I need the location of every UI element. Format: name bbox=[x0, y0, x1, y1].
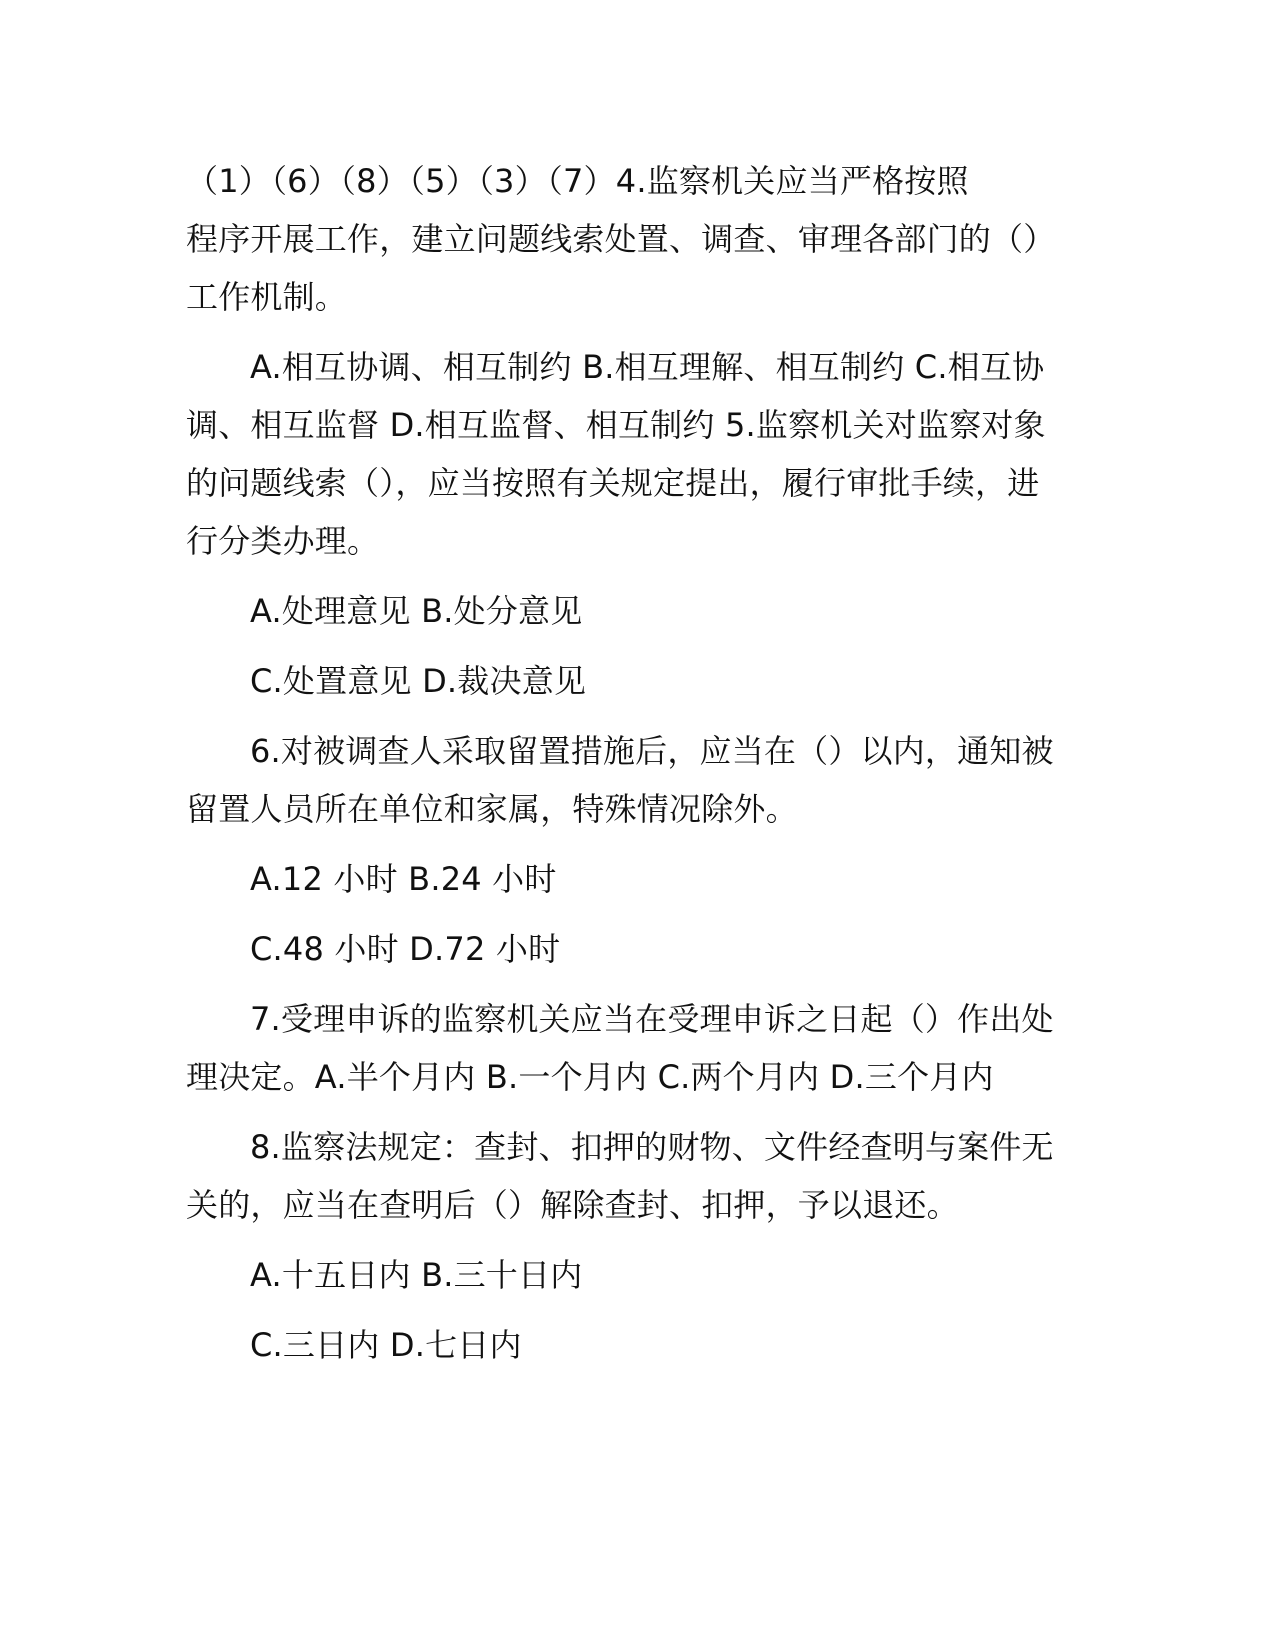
question-6-paragraph bbox=[186, 722, 1090, 838]
question-5-options-ab bbox=[186, 582, 1090, 640]
text-line: A.相互协调、相互制约 B.相互理解、相互制约 C.相互协 bbox=[250, 348, 1045, 386]
text-line: 关的，应当在查明后（）解除查封、扣押，予以退还。 bbox=[186, 1186, 959, 1224]
text-line: 留置人员所在单位和家属，特殊情况除外。 bbox=[186, 790, 798, 828]
question-8-options-ab bbox=[186, 1246, 1090, 1304]
question-8-paragraph bbox=[186, 1118, 1090, 1234]
text-line: 行分类办理。 bbox=[186, 522, 380, 560]
text-line: A.十五日内 B.三十日内 bbox=[250, 1256, 583, 1294]
text-line: C.三日内 D.七日内 bbox=[250, 1326, 522, 1364]
question-7-paragraph bbox=[186, 990, 1090, 1106]
question-6-options-ab bbox=[186, 850, 1090, 908]
question-4-paragraph bbox=[186, 152, 1090, 326]
text-line: A.12 小时 B.24 小时 bbox=[250, 860, 557, 898]
text-line: 8.监察法规定：查封、扣押的财物、文件经查明与案件无 bbox=[250, 1128, 1054, 1166]
text-line: 7.受理申诉的监察机关应当在受理申诉之日起（）作出处 bbox=[250, 1000, 1054, 1038]
text-line: C.处置意见 D.裁决意见 bbox=[250, 662, 587, 700]
text-line: 理决定。A.半个月内 B.一个月内 C.两个月内 D.三个月内 bbox=[186, 1058, 994, 1096]
text-line: 的问题线索（），应当按照有关规定提出，履行审批手续，进 bbox=[186, 464, 1040, 502]
text-line: 工作机制。 bbox=[186, 278, 348, 316]
text-line: 程序开展工作，建立问题线索处置、调查、审理各部门的（） bbox=[186, 220, 1056, 258]
question-6-options-cd bbox=[186, 920, 1090, 978]
question-5-options-cd bbox=[186, 652, 1090, 710]
text-line: A.处理意见 B.处分意见 bbox=[250, 592, 583, 630]
text-line: 6.对被调查人采取留置措施后，应当在（）以内，通知被 bbox=[250, 732, 1054, 770]
question-8-options-cd bbox=[186, 1316, 1090, 1374]
document-page bbox=[186, 152, 1090, 1386]
text-line: C.48 小时 D.72 小时 bbox=[250, 930, 561, 968]
text-line: （1）（6）（8）（5）（3）（7）4.监察机关应当严格按照 bbox=[186, 162, 969, 200]
question-4-options-and-question-5 bbox=[186, 338, 1090, 570]
text-line: 调、相互监督 D.相互监督、相互制约 5.监察机关对监察对象 bbox=[186, 406, 1046, 444]
